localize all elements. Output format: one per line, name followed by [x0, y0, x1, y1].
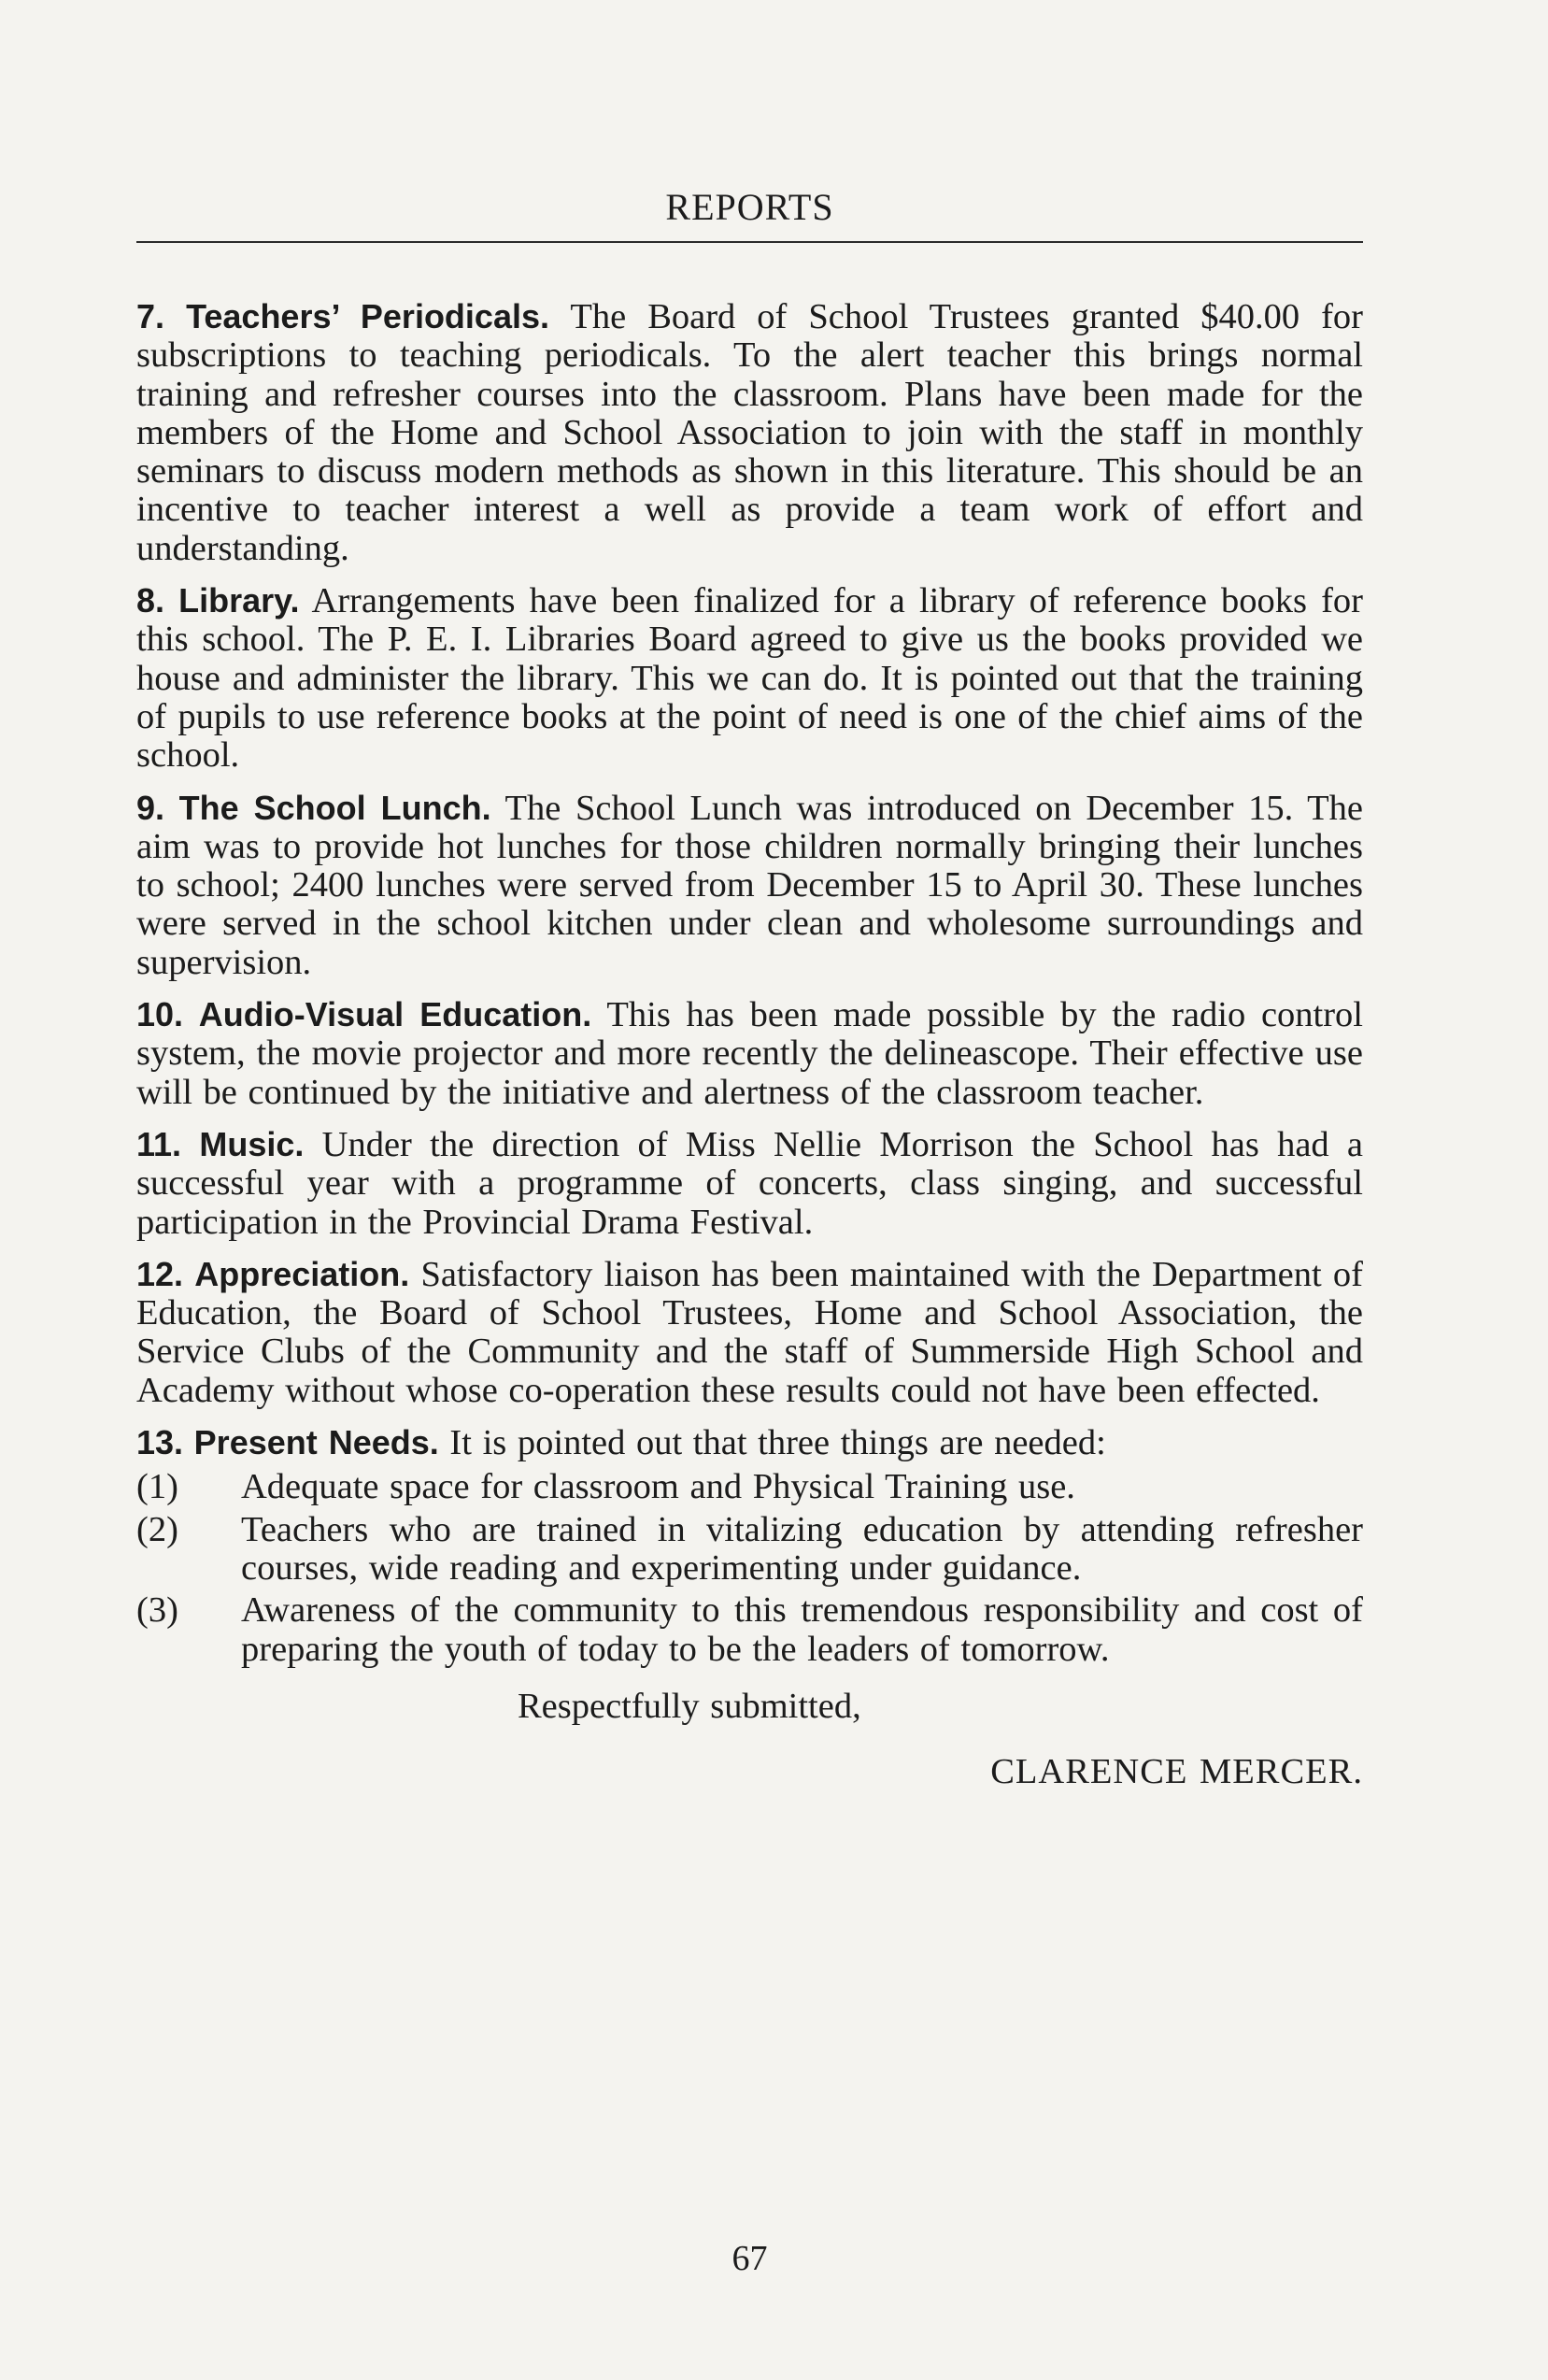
section-text: Arrangements have been finalized for a library of reference books for this school. The P. E. I. Libraries Board agreed to give us the books provided we house and administer the library. This we can do. It is pointed out that the training of pupils to use reference books at the point of need is one of the chief aims of the school.	[136, 581, 1363, 776]
section-library	[136, 581, 1363, 775]
list-item	[136, 1468, 1363, 1506]
section-appreciation	[136, 1255, 1363, 1410]
section-title: Teachers’ Periodicals.	[186, 297, 549, 335]
list-item-text: Teachers who are trained in vitalizing education by attending refresher courses, wide reading and experimenting under guidance.	[241, 1509, 1363, 1588]
list-item-text: Adequate space for classroom and Physical Training use.	[241, 1467, 1075, 1507]
section-text: This has been made possible by the radio control system, the movie projector and more recently the delineascope. Their effective use will be continued by the initiative and alertness of the classroom teacher.	[136, 995, 1364, 1112]
section-title: The School Lunch.	[178, 788, 491, 827]
section-title: Music.	[199, 1124, 305, 1163]
section-number: 12.	[136, 1254, 184, 1293]
signature: CLARENCE MERCER.	[990, 1751, 1363, 1791]
section-text: The School Lunch was introduced on December 15. The aim was to provide hot lunches for those children normally bringing their lunches to school; 2400 lunches were served from December 15 to April 30. These lunches were served in the school kitchen under clean and wholesome surroundings and supervision.	[136, 788, 1364, 982]
section-text: The Board of School Trustees granted $40.00 for subscriptions to teaching periodicals. To the alert teacher this brings normal training and refresher courses into the classroom. Plans have been made for the members of the Home and School Association to join with the staff in monthly seminars to discuss modern methods as shown in this literature. This should be an incentive to teacher interest a well as provide a team work of effort and understanding.	[136, 297, 1363, 568]
section-number: 8.	[136, 581, 165, 620]
section-school-lunch	[136, 789, 1363, 982]
section-text: Under the direction of Miss Nellie Morrison the School has had a successful year with a programme of concerts, class singing, and successful participation in the Provincial Drama Festival.	[136, 1124, 1364, 1242]
section-title: Present Needs.	[193, 1423, 439, 1462]
list-marker: (1)	[136, 1467, 178, 1507]
section-number: 13.	[136, 1423, 184, 1462]
header-rule	[136, 241, 1363, 243]
section-music	[136, 1125, 1363, 1242]
section-title: Library.	[178, 581, 300, 620]
section-number: 9.	[136, 788, 165, 827]
section-title: Appreciation.	[194, 1254, 410, 1293]
section-audio-visual-education	[136, 995, 1363, 1112]
section-text: Satisfactory liaison has been maintained with the Department of Education, the Board of School Trustees, Home and School Association, the Service Clubs of the Community and the staff of Summerside High School and Academy without whose co-operation these results could not have been effected.	[136, 1254, 1363, 1410]
list-marker: (3)	[136, 1590, 178, 1631]
section-title: Audio-Visual Education.	[198, 995, 592, 1034]
list-item	[136, 1511, 1363, 1589]
section-text: It is pointed out that three things are needed:	[449, 1423, 1106, 1463]
signoff: Respectfully submitted,	[518, 1686, 861, 1726]
running-head: REPORTS	[665, 186, 834, 228]
report-body	[136, 297, 1363, 1800]
closing-block	[136, 1688, 1363, 1800]
list-item	[136, 1591, 1363, 1669]
list-item-text: Awareness of the community to this tremendous responsibility and cost of preparing the youth of today to be the leaders of tomorrow.	[241, 1590, 1363, 1669]
section-number: 10.	[136, 995, 184, 1034]
document-page	[136, 0, 1363, 2380]
section-number: 11.	[136, 1124, 182, 1163]
needs-list	[136, 1468, 1363, 1668]
section-number: 7.	[136, 297, 165, 335]
list-marker: (2)	[136, 1509, 178, 1549]
page-number: 67	[731, 2239, 768, 2278]
section-teachers-periodicals	[136, 297, 1363, 568]
section-present-needs	[136, 1423, 1363, 1462]
